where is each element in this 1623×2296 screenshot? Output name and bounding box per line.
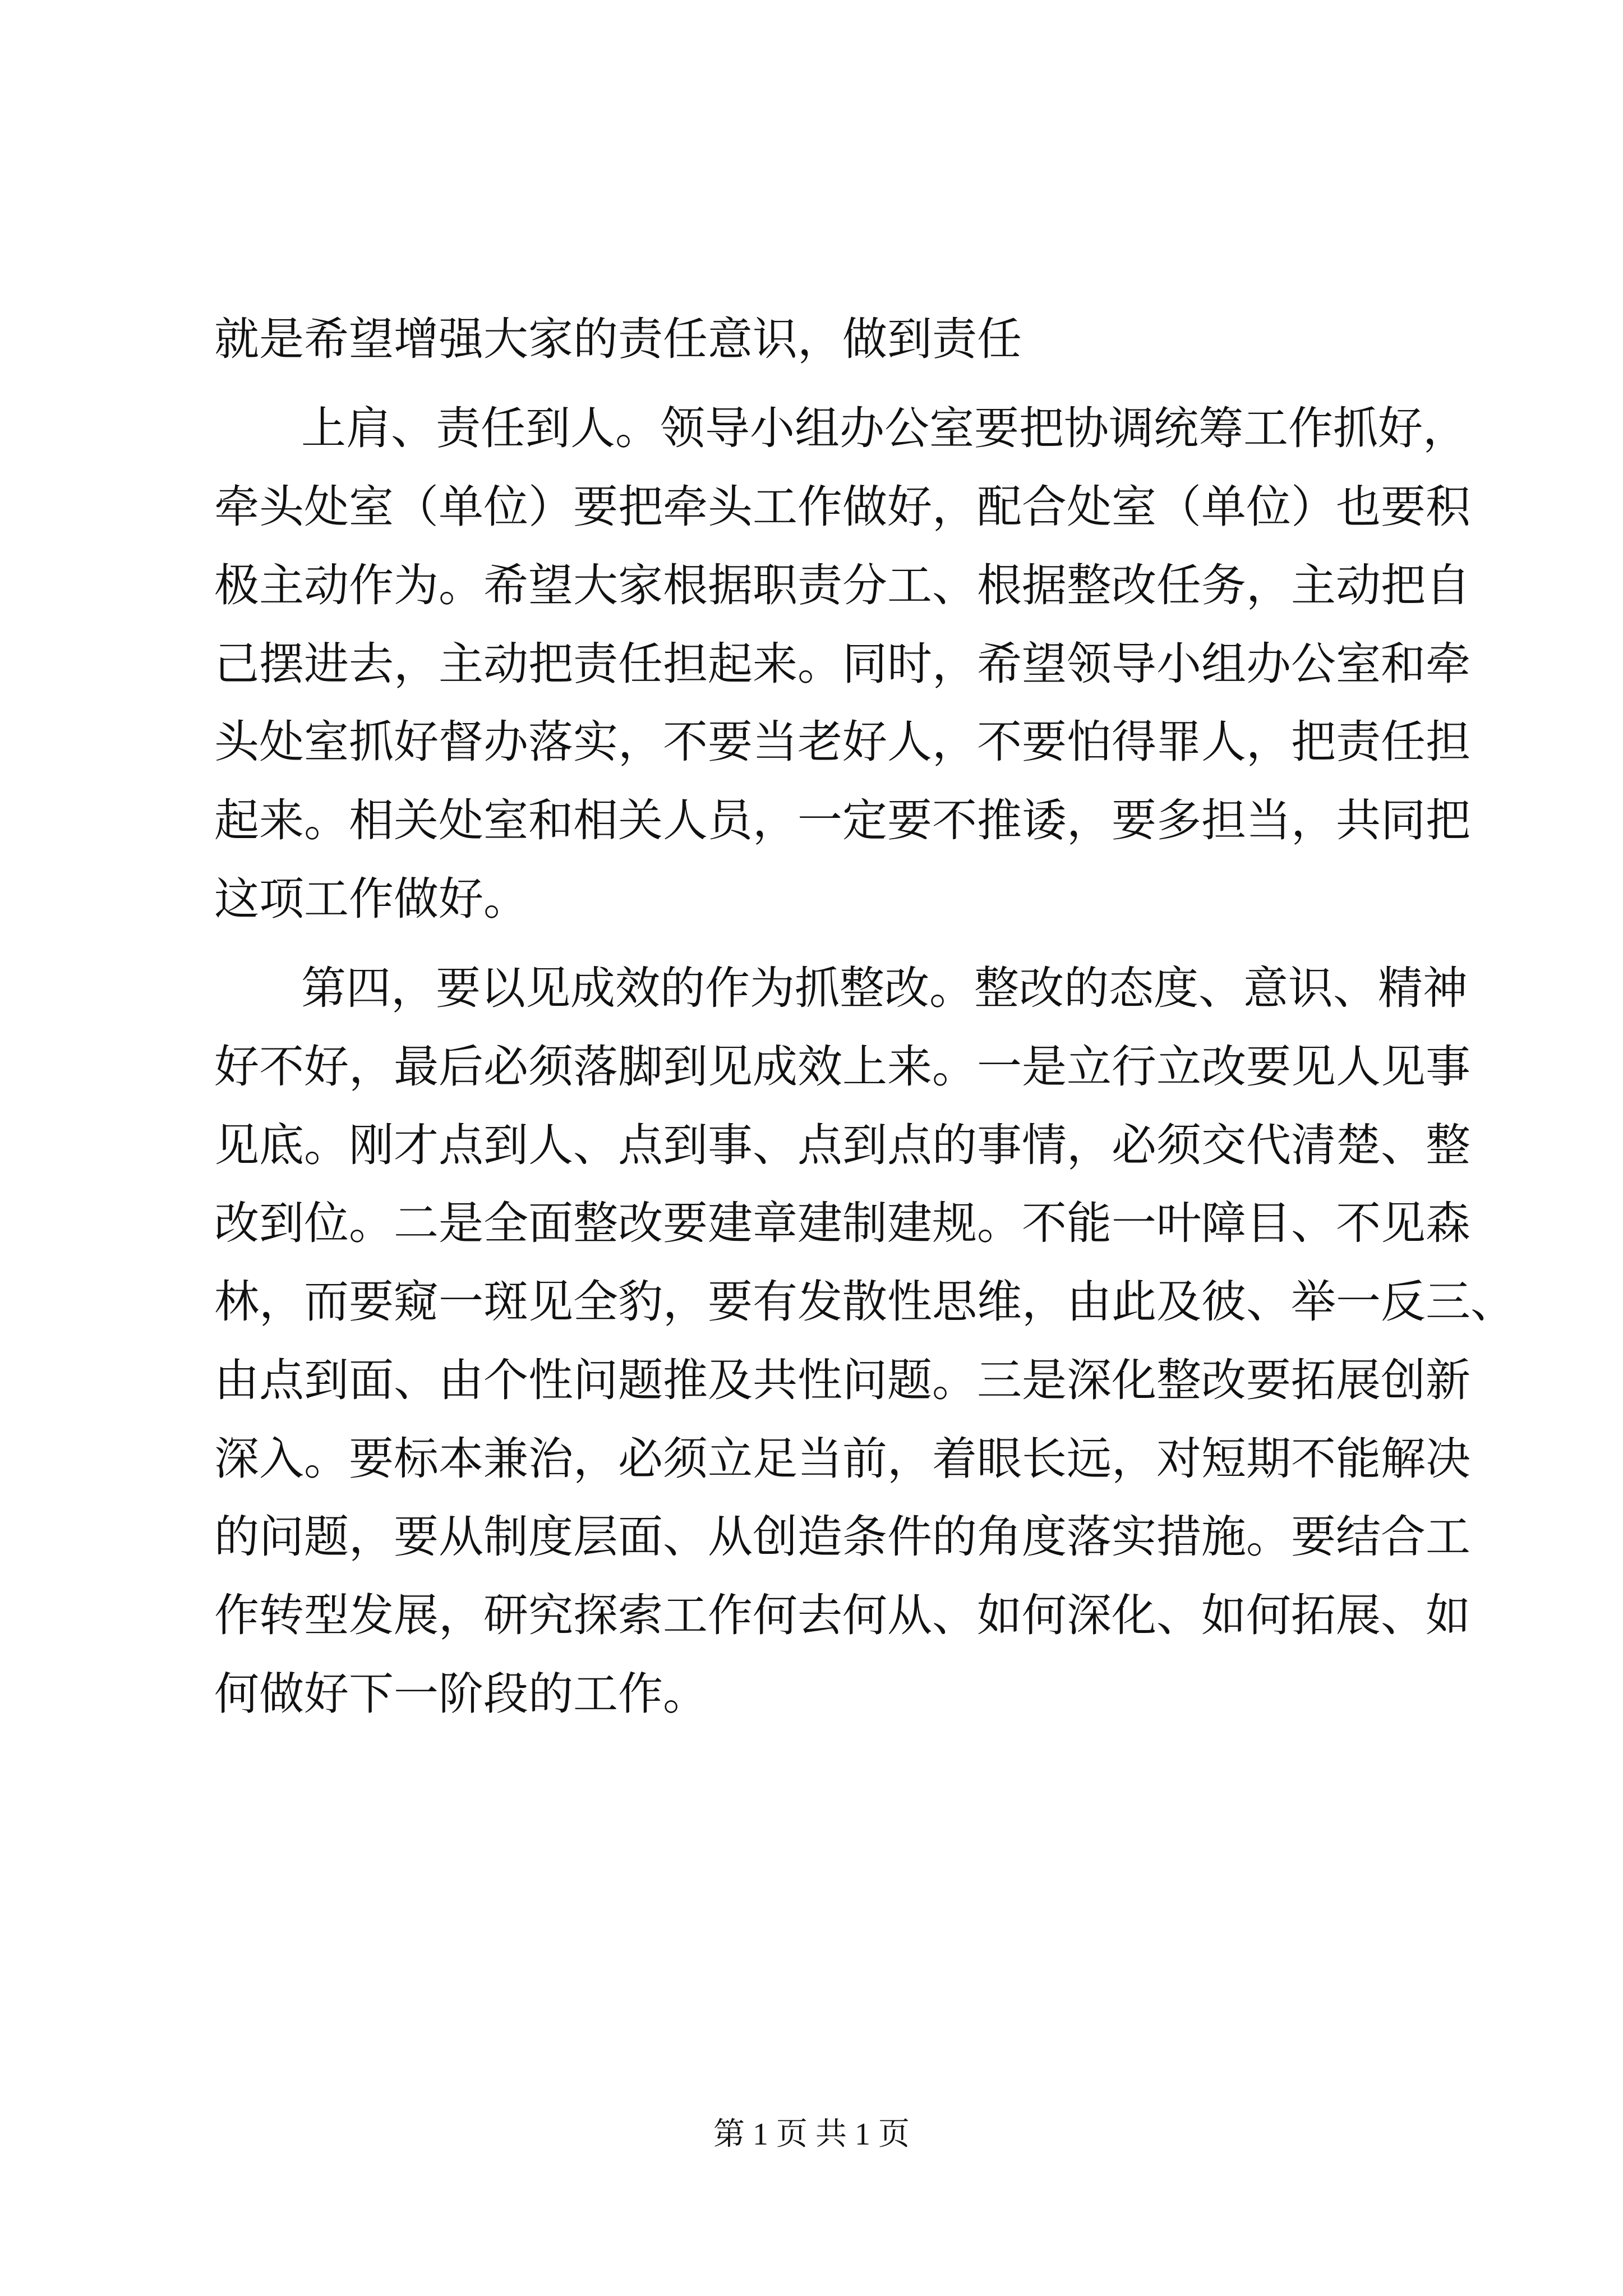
body-line: 牵头处室（单位）要把牵头工作做好，配合处室（单位）也要积 [214, 481, 1470, 533]
body-line: 极主动作为。希望大家根据职责分工、根据整改任务，主动把自 [214, 559, 1470, 611]
body-line: 见底。刚才点到人、点到事、点到点的事情，必须交代清楚、整 [214, 1119, 1470, 1171]
body-line: 己摆进去，主动把责任担起来。同时，希望领导小组办公室和牵 [214, 638, 1470, 690]
body-line: 这项工作做好。 [214, 873, 528, 925]
body-line: 好不好，最后必须落脚到见成效上来。一是立行立改要见人见事 [214, 1041, 1470, 1093]
page-number-footer: 第 1 页 共 1 页 [713, 2117, 910, 2152]
body-line: 改到位。二是全面整改要建章建制建规。不能一叶障目、不见森 [214, 1197, 1470, 1249]
paragraph-first-line: 上肩、责任到人。领导小组办公室要把协调统筹工作抓好， [301, 402, 1468, 454]
body-line: 由点到面、由个性问题推及共性问题。三是深化整改要拓展创新 [214, 1354, 1470, 1406]
body-line: 的问题，要从制度层面、从创造条件的角度落实措施。要结合工 [214, 1511, 1470, 1563]
body-line: 林，而要窥一斑见全豹，要有发散性思维，由此及彼、举一反三、 [214, 1276, 1515, 1328]
body-line: 起来。相关处室和相关人员，一定要不推诿，要多担当，共同把 [214, 794, 1470, 846]
body-line: 深入。要标本兼治，必须立足当前，着眼长远，对短期不能解决 [214, 1433, 1470, 1485]
body-line: 就是希望增强大家的责任意识，做到责任 [214, 313, 1022, 365]
body-line: 作转型发展，研究探索工作何去何从、如何深化、如何拓展、如 [214, 1589, 1470, 1641]
paragraph-first-line: 第四，要以见成效的作为抓整改。整改的态度、意识、精神 [301, 962, 1468, 1014]
body-line: 头处室抓好督办落实，不要当老好人，不要怕得罪人，把责任担 [214, 716, 1470, 768]
body-line: 何做好下一阶段的工作。 [214, 1668, 708, 1720]
